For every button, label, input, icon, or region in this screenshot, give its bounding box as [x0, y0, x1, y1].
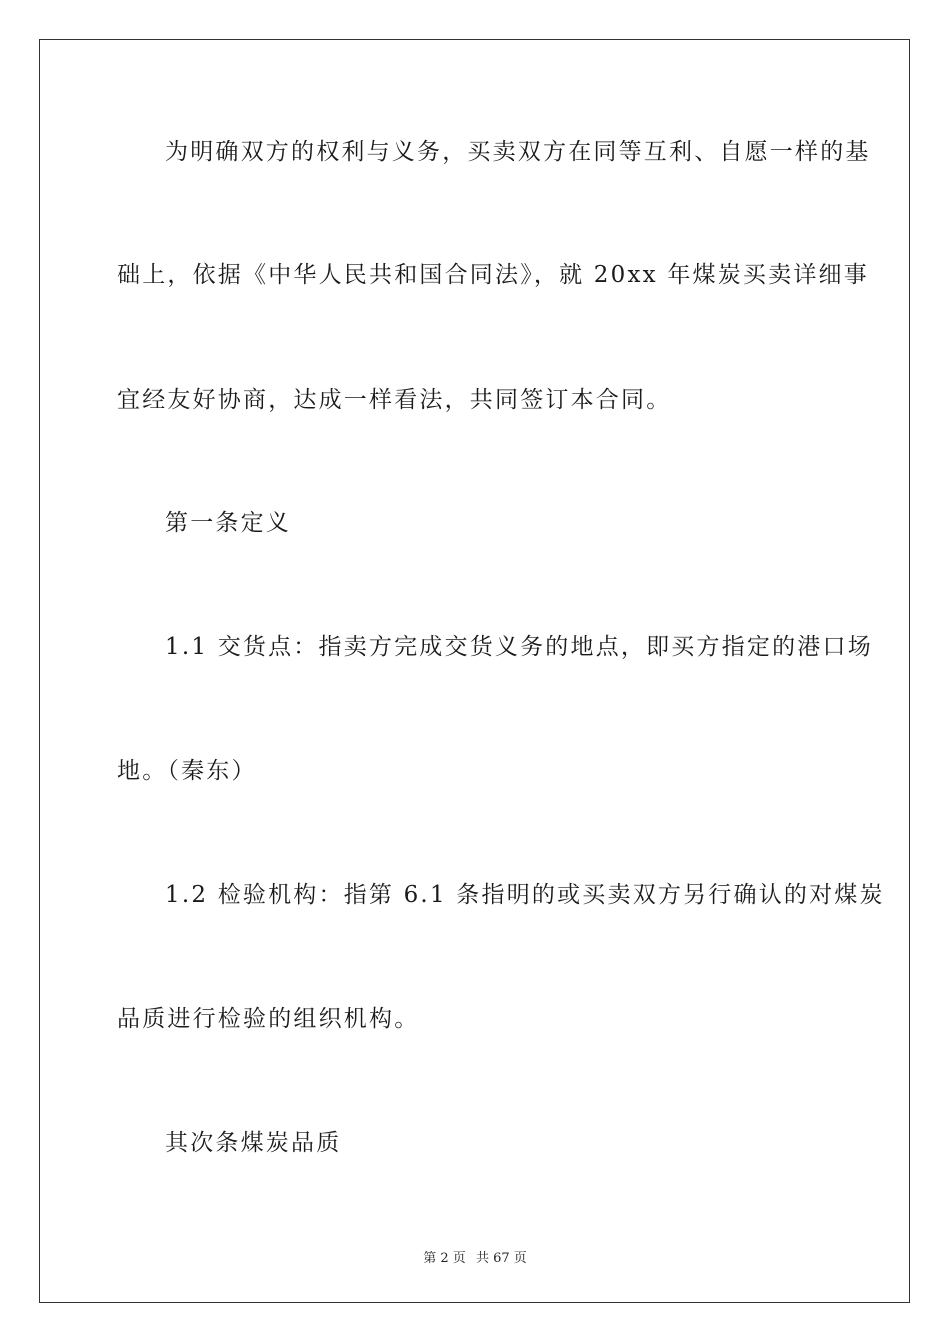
paragraph-line: 宜经友好协商，达成一样看法，共同签订本合同。: [117, 387, 672, 413]
page-footer: [0, 1247, 950, 1266]
page-border: [39, 39, 910, 1303]
page-total: 共 67 页: [475, 1251, 527, 1266]
section-heading: 其次条煤炭品质: [165, 1130, 342, 1156]
section-heading: 第一条定义: [165, 510, 291, 536]
paragraph-line: 1.1 交货点：指卖方完成交货义务的地点，即买方指定的港口场: [165, 634, 873, 660]
paragraph-line: 础上，依据《中华人民共和国合同法》，就 20xx 年煤炭买卖详细事: [117, 262, 869, 288]
paragraph-line: 为明确双方的权利与义务，买卖双方在同等互利、自愿一样的基: [165, 139, 871, 165]
paragraph-line: 1.2 检验机构：指第 6.1 条指明的或买卖双方另行确认的对煤炭: [165, 882, 885, 908]
page-number: 第 2 页: [423, 1251, 466, 1266]
paragraph-line: 品质进行检验的组织机构。: [117, 1006, 420, 1032]
paragraph-line: 地。（秦东）: [117, 758, 257, 784]
